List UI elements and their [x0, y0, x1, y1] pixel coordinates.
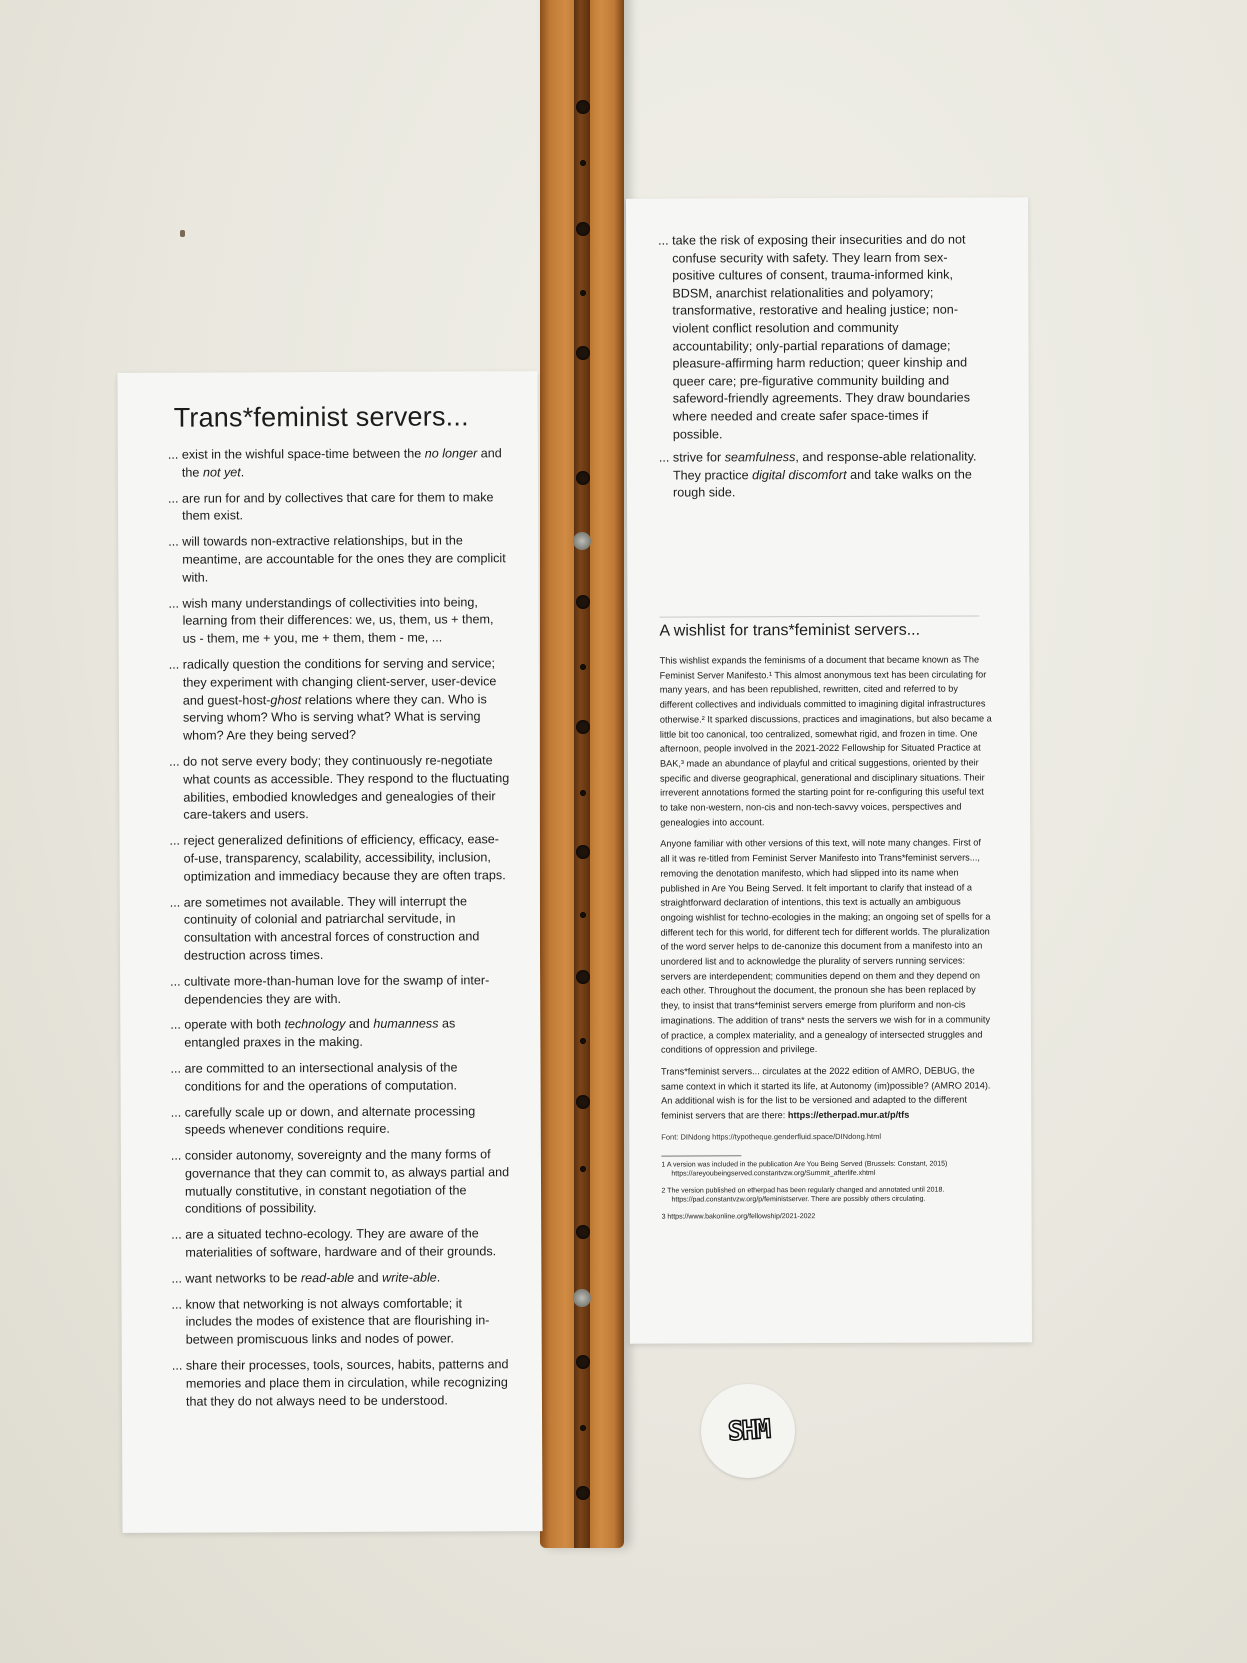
rail-hole [580, 1166, 586, 1172]
list-item [170, 1016, 510, 1053]
screw-icon [573, 1289, 591, 1307]
item-text: ... want networks to be [171, 1271, 301, 1286]
item-text: , and response-able relationality. They practice [672, 449, 977, 483]
item-text: ... will towards non-extractive relationships, but in the meantime, are accountable for the ones they are complicit with. [168, 533, 506, 585]
item-text: ... are a situated techno-ecology. They are aware of the materialities of software, hardware and of their grounds. [171, 1226, 497, 1260]
list-item [170, 1059, 510, 1096]
item-text: ... do not serve every body; they continuously re-negotiate what counts as accessible. They respond to the fluctuating abilities, embodied knowledges and genealogies of their care-takers and users. [169, 753, 510, 822]
footnote: 3 https://www.bakonline.org/fellowship/2021-2022 [661, 1212, 816, 1221]
item-text: ... reject generalized definitions of efficiency, efficacy, ease-of-use, transparency, scalability, accessibility, inclusion, optimization and immediacy because they are often traps. [169, 832, 506, 884]
wishlist-body [660, 652, 994, 1228]
rail-hole [580, 912, 586, 918]
item-text: . [240, 465, 245, 480]
rail-hole [576, 1486, 590, 1500]
item-text: ... consider autonomy, sovereignty and the many forms of governance that they can commit to, as always partial and mutually constitutive, in constant negotiation of the conditions of possibility. [170, 1147, 510, 1217]
divider [659, 615, 979, 617]
list-item [172, 1356, 512, 1411]
item-text: ... take the risk of exposing their insecurities and do not confuse security with safety. They learn from sex-positive cultures of consent, trauma-informed kink, BDSM, anarchist relationalities and polyamory; transformative, restorative and healing justice; non-violent conflict resolution and community accountability; only-partial reparations of damage; pleasure-affirming harm reduction; queer kinship and queer care; pre-figurative community building and safeword-friendly agreements. They draw boundaries where needed and create safer space-times if possible. [658, 232, 971, 442]
rail-hole [576, 346, 590, 360]
emphasis-text: not yet [202, 465, 241, 480]
item-text: and [354, 1270, 383, 1285]
emphasis-text: no longer [424, 446, 478, 461]
rail-hole [576, 970, 590, 984]
emphasis-text: write-able [382, 1270, 437, 1285]
manifesto-list [168, 445, 512, 1419]
item-text: ... know that networking is not always comfortable; it includes the modes of existence that are flourishing in-between promiscuous links and nodes of power. [171, 1296, 490, 1347]
list-item [170, 893, 510, 966]
list-item [658, 231, 979, 443]
wishlist-paragraph-2: Anyone familiar with other versions of this text, will note many changes. First of all it was re-titled from Feminist Server Manifesto into Trans*feminist servers..., removing the denotation manifesto, which had slipped into its name when published in Are You Being Served. It felt important to clarify that instead of a straightforward declaration of intentions, this text is actually an ambiguous ongoing wishlist for techno-ecologies in the making; an ongoing set of spells for a different tech for this world, for different tech for different worlds. The pluralization of the word server helps to de-canonize this document from a manifesto into an unordered list and to acknowledge the plurality of servers running services: servers are interdependent; communities depend on them and they depend on each other. Throughout the document, the pronoun she has been replaced by they, to insist that trans*feminist servers emerge from pluriform and non-cis imaginations. The addition of trans* nests the servers we wish for in a community of practice, a complex materiality, and a genealogy of intersected struggles and conditions of oppression and privilege. [660, 837, 991, 1055]
rail-hole [580, 290, 586, 296]
item-text: ... operate with both [170, 1017, 285, 1033]
sticker-text: SHM [726, 1414, 770, 1448]
item-text: . [436, 1270, 441, 1285]
item-text: ... are run for and by collectives that care for them to make them exist. [167, 489, 494, 524]
left-poster [117, 371, 542, 1533]
list-item [169, 831, 509, 886]
rail-hole [576, 222, 590, 236]
item-text: ... are committed to an intersectional analysis of the conditions for and the operations of computation. [170, 1060, 458, 1094]
item-text: ... carefully scale up or down, and alternate processing speeds whenever conditions require. [170, 1103, 476, 1137]
list-item [171, 1269, 511, 1288]
wishlist-heading: A wishlist for trans*feminist servers... [659, 621, 921, 640]
item-text: ... cultivate more-than-human love for the swamp of inter-dependencies they are with. [170, 973, 490, 1007]
rail-hole [580, 790, 586, 796]
emphasis-text: seamfulness [724, 450, 796, 465]
list-item [169, 752, 509, 825]
list-item [168, 532, 508, 587]
wishlist-paragraph-1: This wishlist expands the feminisms of a document that became known as The Feminist Server Manifesto.¹ This almost anonymous text has been circulating for many years, and has been republished, rewritten, cited and referred to by different collectives and individuals committed to imagining digital infrastructures otherwise.² It sparked discussions, practices and imaginations, but also became a little bit too canonical, too centralized, somewhat rigid, and frozen in time. One afternoon, people involved in the 2021-2022 Fellowship for Situated Practice at BAK,³ made an abundance of playful and critical suggestions, oriented by their specific and diverse geographical, generational and disciplinary situations. Their irreverent annotations formed the starting point for re-configuring this useful text to take non-western, non-cis and non-tech-savvy voices, perspectives and genealogies into account. [659, 654, 992, 828]
poster-title: Trans*feminist servers... [173, 401, 469, 433]
list-item [170, 972, 510, 1009]
footnote-divider [661, 1155, 741, 1156]
list-item [168, 445, 508, 482]
rail-hole [580, 664, 586, 670]
emphasis-text: humanness [373, 1016, 439, 1032]
list-item [171, 1146, 511, 1219]
list-item [168, 489, 508, 526]
list-item [169, 655, 509, 745]
item-text: relations where they can. Who is serving whom? Who is serving what? What is serving whom? Are they being served? [182, 691, 487, 743]
rail-hole [576, 595, 590, 609]
item-text: and take walks on the rough side. [673, 467, 972, 500]
wishlist-paragraph-3 [661, 1063, 993, 1123]
list-item [168, 594, 508, 649]
item-text: ... are sometimes not available. They will interrupt the continuity of colonial and patriarchal servitude, in consultation with ancestral forces of construction and destruction across times. [169, 893, 480, 963]
footnote: 2 The version published on etherpad has been regularly changed and annotated until 2018. https://pad.constantvzw.org/p/feministserver. There are possibly others circulating. [661, 1186, 945, 1204]
item-text: and [345, 1017, 374, 1032]
emphasis-text: digital discomfort [752, 467, 847, 482]
list-item [171, 1103, 511, 1140]
rail-hole [576, 1225, 590, 1239]
round-sticker [701, 1384, 795, 1478]
item-text: as entangled praxes in the making. [184, 1016, 456, 1050]
list-item [172, 1295, 512, 1350]
item-text: ... wish many understandings of collectivities into being, learning from their differences: we, us, them, us + them, us - them, me + you, me + them, them - me, ... [168, 594, 494, 646]
emphasis-text: technology [284, 1017, 346, 1032]
rail-hole [576, 845, 590, 859]
rail-hole [580, 1425, 586, 1431]
list-item [659, 449, 979, 503]
rail-hole [580, 160, 586, 166]
screw-icon [573, 532, 591, 550]
item-text: and the [181, 446, 502, 480]
rail-hole [576, 1095, 590, 1109]
wall-nail [180, 230, 185, 237]
rail-hole [580, 1038, 586, 1044]
rail-hole [576, 100, 590, 114]
manifesto-list-continued [658, 231, 979, 508]
item-text: ... share their processes, tools, sources, habits, patterns and memories and place them in circulation, while recognizing that they do not always need to be understood. [171, 1357, 509, 1409]
emphasis-text: read-able [300, 1270, 355, 1286]
rail-hole [576, 720, 590, 734]
paragraph-3-text: Trans*feminist servers... circulates at the 2022 edition of AMRO, DEBUG, the same context in which it started its life, at Autonomy (im)possible? (AMRO 2014). An additional wish is for the list to be versioned and adapted to the different feminist servers that are there: [661, 1065, 991, 1121]
right-poster [626, 197, 1032, 1343]
rail-hole [576, 471, 590, 485]
emphasis-text: ghost [270, 692, 302, 707]
rail-hole [576, 1355, 590, 1369]
list-item [171, 1225, 511, 1262]
item-text: ... radically question the conditions for serving and service; they experiment with changing client-server, user-device and guest-host- [168, 656, 497, 708]
item-text: ... strive for [658, 450, 725, 465]
etherpad-link[interactable]: https://etherpad.mur.at/p/tfs [787, 1109, 910, 1121]
item-text: ... exist in the wishful space-time between the [167, 446, 425, 462]
footnote: 1 A version was included in the publication Are You Being Served (Brussels: Constant, 2015) https://areyoubeingserved.constantvzw.org/Summit_afterlife.xhtml [661, 1160, 948, 1178]
font-credit: Font: DINdong https://typotheque.genderfluid.space/DINdong.html [661, 1131, 882, 1142]
